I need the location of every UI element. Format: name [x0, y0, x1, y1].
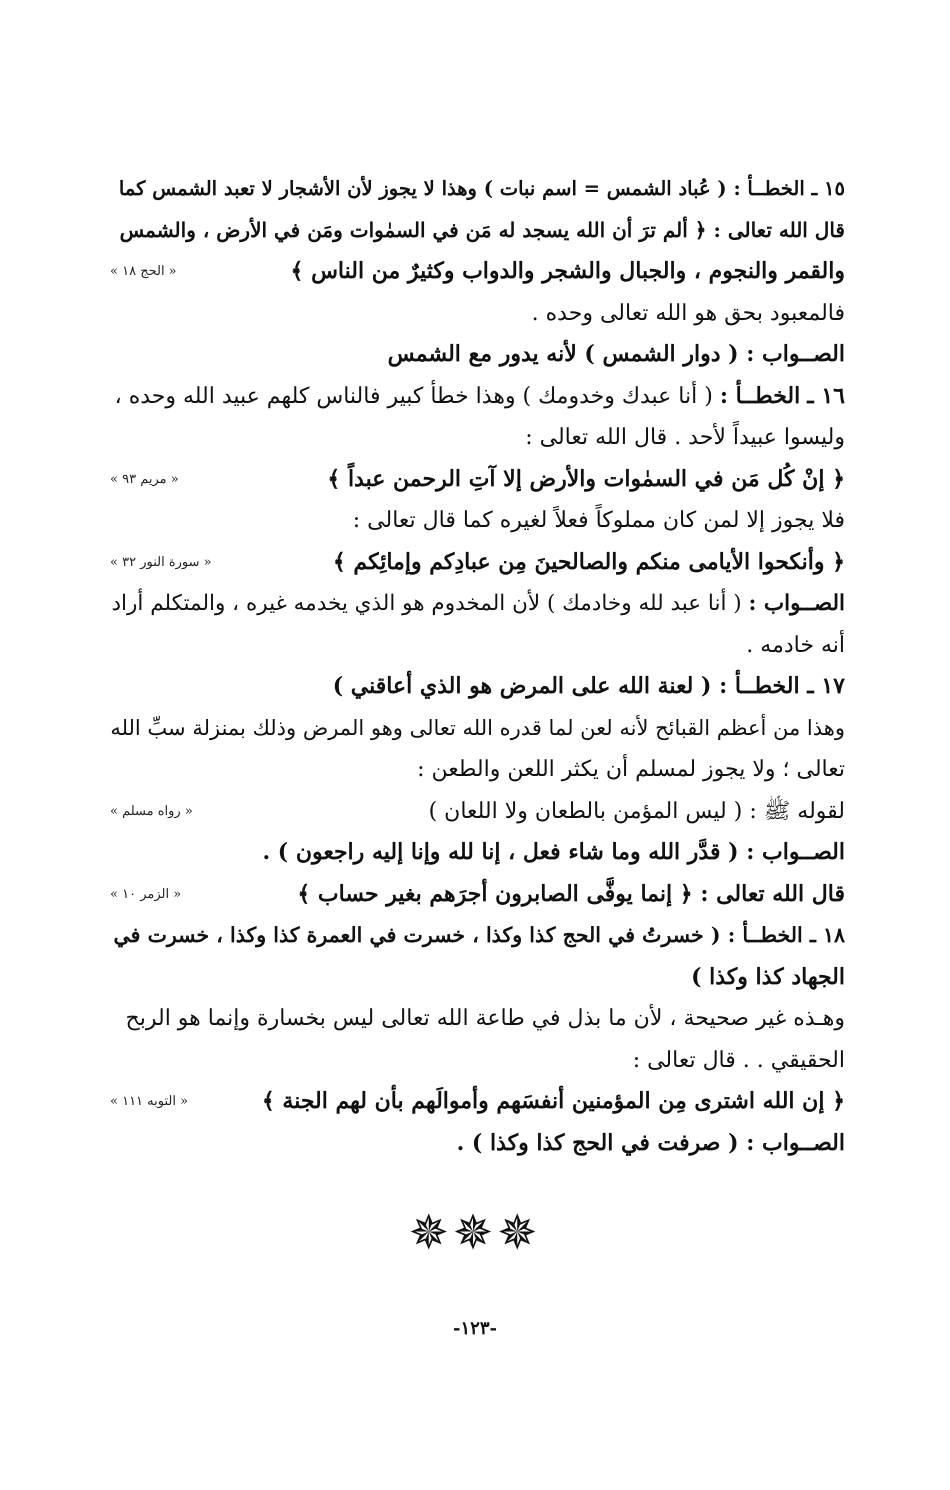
quran-verse: ﴿ إن الله اشترى مِن المؤمنين أنفسَهم وأموالَهم بأن لهم الجنة ﴾ — [261, 1088, 845, 1114]
item-text: فلا يجوز إلا لمن كان مملوكاً فعلاً لغيره كما قال تعالى : — [352, 508, 845, 533]
item-text: الحقيقي . . قال تعالى : — [632, 1047, 845, 1073]
item-17-line-1 — [110, 666, 845, 708]
item-18 — [110, 915, 845, 1164]
verse-reference: « مريم ٩٣ » — [110, 471, 179, 487]
item-16-line-2 — [110, 417, 845, 459]
item-15-line-1 — [110, 168, 845, 210]
item-text: قال الله تعالى : ﴿ ألم ترَ أن الله يسجد له مَن في السمٰوات ومَن في الأرض ، والشمس — [119, 217, 845, 242]
item-text: ( دوار الشمس ) لأنه يدور مع الشمس — [387, 341, 739, 367]
item-text: ( قدَّر الله وما شاء فعل ، إنا لله وإنا إليه راجعون ) . — [262, 839, 739, 865]
item-16-line-1 — [110, 376, 845, 418]
item-16-line-3 — [110, 459, 845, 501]
quran-verse: والقمر والنجوم ، والجبال والشجر والدواب وكثيرٌ من الناس ﴾ — [290, 258, 845, 284]
item-text: وهذا من أعظم القبائح لأنه لعن لما قدره الله تعالى وهو المرض وذلك بمنزلة سبِّ الله — [110, 715, 845, 740]
item-text: ( لعنة الله على المرض هو الذي أعاقني ) — [332, 673, 712, 699]
item-text: الجهاد كذا وكذا ) — [691, 963, 845, 990]
star-ornament-icon: ✵✵✵ — [408, 1205, 542, 1261]
correct-label: الصــواب : — [746, 1129, 845, 1156]
hadith-reference: « رواه مسلم » — [110, 803, 193, 819]
item-17-line-6 — [110, 874, 845, 916]
error-label: الخطــأ : — [733, 177, 805, 200]
item-15-line-4 — [110, 293, 845, 335]
item-number: ١٦ ـ — [807, 382, 845, 409]
item-text: ( أنا عبد لله وخادمك ) لأن المخدوم هو الذي يخدمه غيره ، والمتكلم أراد — [111, 591, 742, 616]
item-17 — [110, 666, 845, 915]
verse-reference: « التوبه ١١١ » — [110, 1094, 189, 1109]
verse-reference: « الحج ١٨ » — [110, 264, 177, 279]
verse-reference: « الزمر ١٠ » — [110, 886, 182, 902]
item-15-line-5 — [110, 334, 845, 376]
item-17-line-5 — [110, 832, 845, 874]
error-label: الخطــأ : — [719, 673, 800, 699]
item-16-line-5 — [110, 542, 845, 584]
error-label: الخطــأ : — [727, 923, 803, 947]
item-number: ١٨ ـ — [809, 923, 845, 947]
item-16 — [110, 376, 845, 667]
item-15 — [110, 168, 845, 376]
item-16-line-6 — [110, 583, 845, 625]
correct-label: الصــواب : — [746, 839, 845, 865]
item-18-line-4 — [110, 1040, 845, 1082]
item-text: وليسوا عبيداً لأحد . قال الله تعالى : — [525, 425, 845, 450]
hadith-text: لقوله ﷺ : ( ليس المؤمن بالطعان ولا اللعان ) — [428, 798, 845, 824]
item-17-line-4 — [110, 791, 845, 833]
item-text: وهـذه غير صحيحة ، لأن ما بذل في طاعة الله تعالى ليس بخسارة وإنما هو الربح — [125, 1006, 845, 1031]
item-text: فالمعبود بحق هو الله تعالى وحده . — [531, 300, 845, 326]
item-text: تعالى ؛ ولا يجوز لمسلم أن يكثر اللعن والطعن : — [417, 757, 845, 782]
item-17-line-3 — [110, 749, 845, 791]
item-15-line-2 — [110, 210, 845, 252]
error-label: الخطــأ : — [719, 382, 801, 409]
item-15-line-3 — [110, 251, 845, 293]
item-text: ( عُباد الشمس = اسم نبات ) وهذا لا يجوز لأن الأشجار لا تعبد الشمس كما — [118, 177, 727, 200]
item-16-line-4 — [110, 500, 845, 542]
item-number: ١٧ ـ — [807, 673, 845, 699]
quran-verse: ﴿ وأنكحوا الأيامى منكم والصالحينَ مِن عبادِكم وإمائِكم ﴾ — [332, 548, 845, 575]
correct-label: الصــواب : — [748, 591, 845, 616]
verse-reference: « سورة النور ٣٢ » — [110, 554, 212, 570]
item-18-line-6 — [110, 1123, 845, 1165]
item-text: ( صرفت في الحج كذا وكذا ) . — [456, 1129, 739, 1156]
correct-label: الصــواب : — [746, 341, 845, 367]
page-body — [110, 168, 845, 1164]
item-18-line-5 — [110, 1081, 845, 1123]
item-18-line-3 — [110, 998, 845, 1040]
item-17-line-2 — [110, 708, 845, 750]
item-text: أنه خادمه . — [746, 632, 845, 658]
item-text: ( أنا عبدك وخدومك ) وهذا خطأ كبير فالناس كلهم عبيد الله وحده ، — [114, 383, 713, 409]
page-number: -١٢٣- — [453, 1318, 497, 1339]
quran-verse: قال الله تعالى : ﴿ إنما يوفَّى الصابرون أجرَهم بغير حساب ﴾ — [297, 880, 845, 907]
item-text: ( خسرتُ في الحج كذا وكذا ، خسرت في العمرة كذا وكذا ، خسرت في — [113, 923, 721, 947]
quran-verse: ﴿ إنْ كُل مَن في السمٰوات والأرض إلا آتِ الرحمن عبداً ﴾ — [327, 465, 845, 492]
item-18-line-2 — [110, 957, 845, 999]
item-16-line-7 — [110, 625, 845, 667]
item-number: ١٥ ـ — [811, 177, 845, 200]
item-18-line-1 — [110, 915, 845, 957]
